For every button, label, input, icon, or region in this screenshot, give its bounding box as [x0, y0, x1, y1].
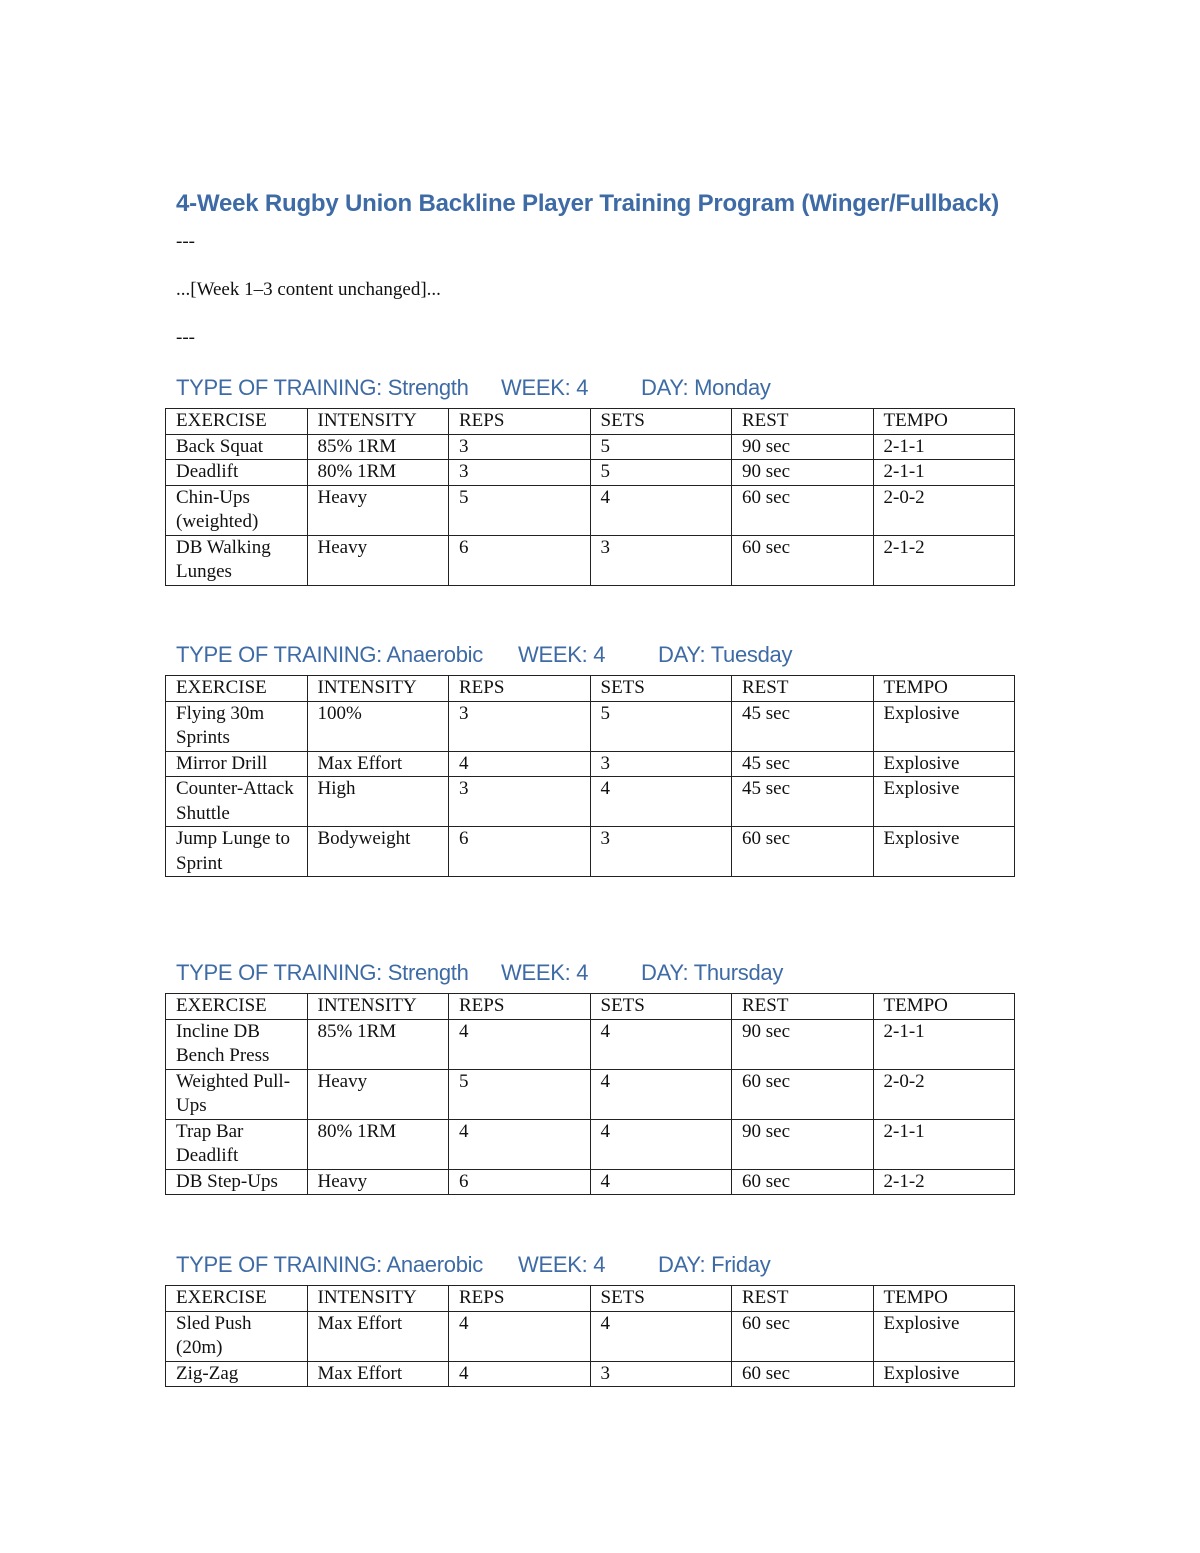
cell-exercise: Weighted Pull-Ups: [166, 1069, 308, 1119]
cell-sets: 3: [590, 827, 732, 877]
cell-tempo: Explosive: [873, 777, 1015, 827]
cell-tempo: 2-0-2: [873, 1069, 1015, 1119]
cell-exercise: Trap Bar Deadlift: [166, 1119, 308, 1169]
training-table-friday: [165, 1285, 1015, 1387]
column-header: INTENSITY: [307, 409, 449, 435]
table-row: [166, 535, 1015, 585]
cell-tempo: Explosive: [873, 751, 1015, 777]
cell-intensity: 80% 1RM: [307, 460, 449, 486]
note-text: ...[Week 1–3 content unchanged]...: [176, 279, 441, 300]
column-header: SETS: [590, 409, 732, 435]
table-row: [166, 1311, 1015, 1361]
column-header: EXERCISE: [166, 676, 308, 702]
cell-tempo: 2-1-2: [873, 1169, 1015, 1195]
cell-sets: 4: [590, 485, 732, 535]
cell-rest: 90 sec: [732, 434, 874, 460]
cell-exercise: Flying 30m Sprints: [166, 701, 308, 751]
table-header-row: [166, 994, 1015, 1020]
training-type: TYPE OF TRAINING: Strength: [176, 375, 469, 400]
cell-reps: 4: [449, 1361, 591, 1387]
cell-tempo: Explosive: [873, 1311, 1015, 1361]
cell-rest: 60 sec: [732, 827, 874, 877]
cell-sets: 5: [590, 701, 732, 751]
cell-exercise: Counter-Attack Shuttle: [166, 777, 308, 827]
training-table-thursday: [165, 993, 1015, 1195]
training-type: TYPE OF TRAINING: Anaerobic: [176, 1252, 483, 1277]
column-header: REST: [732, 1286, 874, 1312]
cell-sets: 3: [590, 535, 732, 585]
cell-exercise: DB Walking Lunges: [166, 535, 308, 585]
cell-rest: 60 sec: [732, 1169, 874, 1195]
cell-sets: 3: [590, 1361, 732, 1387]
cell-rest: 45 sec: [732, 701, 874, 751]
cell-exercise: Mirror Drill: [166, 751, 308, 777]
table-header-row: [166, 409, 1015, 435]
cell-sets: 4: [590, 1169, 732, 1195]
cell-intensity: High: [307, 777, 449, 827]
cell-rest: 60 sec: [732, 1069, 874, 1119]
cell-sets: 5: [590, 434, 732, 460]
cell-reps: 4: [449, 751, 591, 777]
cell-intensity: 100%: [307, 701, 449, 751]
cell-rest: 60 sec: [732, 1361, 874, 1387]
cell-reps: 3: [449, 777, 591, 827]
table-row: [166, 1019, 1015, 1069]
column-header: REST: [732, 994, 874, 1020]
cell-tempo: 2-1-1: [873, 1119, 1015, 1169]
column-header: TEMPO: [873, 1286, 1015, 1312]
cell-intensity: Max Effort: [307, 1361, 449, 1387]
week-label: WEEK: 4: [501, 375, 589, 400]
column-header: INTENSITY: [307, 676, 449, 702]
cell-intensity: 85% 1RM: [307, 1019, 449, 1069]
cell-intensity: Max Effort: [307, 751, 449, 777]
cell-tempo: 2-1-2: [873, 535, 1015, 585]
table-row: [166, 827, 1015, 877]
cell-rest: 60 sec: [732, 535, 874, 585]
separator: ---: [176, 327, 195, 348]
cell-intensity: Bodyweight: [307, 827, 449, 877]
week-label: WEEK: 4: [501, 960, 589, 985]
table-row: [166, 434, 1015, 460]
cell-exercise: Deadlift: [166, 460, 308, 486]
cell-sets: 4: [590, 1311, 732, 1361]
column-header: SETS: [590, 676, 732, 702]
cell-exercise: Back Squat: [166, 434, 308, 460]
table-header-row: [166, 676, 1015, 702]
cell-reps: 6: [449, 535, 591, 585]
table-row: [166, 701, 1015, 751]
separator: ---: [176, 231, 195, 252]
cell-rest: 90 sec: [732, 460, 874, 486]
day-label: DAY: Monday: [641, 375, 771, 400]
cell-reps: 6: [449, 1169, 591, 1195]
cell-exercise: Zig-Zag: [166, 1361, 308, 1387]
week-label: WEEK: 4: [518, 642, 606, 667]
table-row: [166, 751, 1015, 777]
cell-sets: 4: [590, 1069, 732, 1119]
column-header: TEMPO: [873, 676, 1015, 702]
cell-reps: 5: [449, 485, 591, 535]
column-header: REPS: [449, 676, 591, 702]
cell-intensity: 85% 1RM: [307, 434, 449, 460]
cell-tempo: 2-0-2: [873, 485, 1015, 535]
cell-intensity: Max Effort: [307, 1311, 449, 1361]
table-row: [166, 1361, 1015, 1387]
day-label: DAY: Tuesday: [658, 642, 793, 667]
column-header: INTENSITY: [307, 994, 449, 1020]
column-header: SETS: [590, 994, 732, 1020]
column-header: REPS: [449, 409, 591, 435]
cell-tempo: Explosive: [873, 701, 1015, 751]
cell-rest: 60 sec: [732, 1311, 874, 1361]
training-table-monday: [165, 408, 1015, 586]
table-row: [166, 485, 1015, 535]
training-table-tuesday: [165, 675, 1015, 877]
cell-reps: 4: [449, 1311, 591, 1361]
cell-exercise: Sled Push (20m): [166, 1311, 308, 1361]
cell-exercise: Incline DB Bench Press: [166, 1019, 308, 1069]
cell-rest: 45 sec: [732, 751, 874, 777]
cell-reps: 5: [449, 1069, 591, 1119]
cell-intensity: Heavy: [307, 535, 449, 585]
table-row: [166, 1169, 1015, 1195]
cell-exercise: Jump Lunge to Sprint: [166, 827, 308, 877]
cell-intensity: 80% 1RM: [307, 1119, 449, 1169]
document-title: 4-Week Rugby Union Backline Player Training Program (Winger/Fullback): [176, 190, 1000, 217]
week-label: WEEK: 4: [518, 1252, 606, 1277]
column-header: EXERCISE: [166, 1286, 308, 1312]
cell-sets: 5: [590, 460, 732, 486]
table-row: [166, 1119, 1015, 1169]
cell-tempo: Explosive: [873, 827, 1015, 877]
table-header-row: [166, 1286, 1015, 1312]
cell-rest: 45 sec: [732, 777, 874, 827]
cell-tempo: 2-1-1: [873, 434, 1015, 460]
cell-tempo: 2-1-1: [873, 1019, 1015, 1069]
cell-sets: 4: [590, 1119, 732, 1169]
cell-sets: 4: [590, 1019, 732, 1069]
cell-exercise: DB Step-Ups: [166, 1169, 308, 1195]
cell-rest: 90 sec: [732, 1119, 874, 1169]
column-header: EXERCISE: [166, 994, 308, 1020]
column-header: INTENSITY: [307, 1286, 449, 1312]
day-label: DAY: Friday: [658, 1252, 771, 1277]
cell-intensity: Heavy: [307, 1069, 449, 1119]
cell-reps: 3: [449, 434, 591, 460]
cell-reps: 3: [449, 460, 591, 486]
cell-reps: 4: [449, 1019, 591, 1069]
cell-reps: 4: [449, 1119, 591, 1169]
column-header: REPS: [449, 1286, 591, 1312]
column-header: TEMPO: [873, 994, 1015, 1020]
column-header: TEMPO: [873, 409, 1015, 435]
cell-exercise: Chin-Ups (weighted): [166, 485, 308, 535]
column-header: REST: [732, 676, 874, 702]
cell-intensity: Heavy: [307, 485, 449, 535]
column-header: SETS: [590, 1286, 732, 1312]
cell-rest: 60 sec: [732, 485, 874, 535]
training-type: TYPE OF TRAINING: Strength: [176, 960, 469, 985]
table-row: [166, 1069, 1015, 1119]
cell-intensity: Heavy: [307, 1169, 449, 1195]
cell-reps: 6: [449, 827, 591, 877]
cell-tempo: Explosive: [873, 1361, 1015, 1387]
training-type: TYPE OF TRAINING: Anaerobic: [176, 642, 483, 667]
cell-reps: 3: [449, 701, 591, 751]
day-label: DAY: Thursday: [641, 960, 784, 985]
cell-rest: 90 sec: [732, 1019, 874, 1069]
column-header: REST: [732, 409, 874, 435]
cell-sets: 3: [590, 751, 732, 777]
table-row: [166, 460, 1015, 486]
cell-tempo: 2-1-1: [873, 460, 1015, 486]
table-row: [166, 777, 1015, 827]
column-header: EXERCISE: [166, 409, 308, 435]
column-header: REPS: [449, 994, 591, 1020]
cell-sets: 4: [590, 777, 732, 827]
